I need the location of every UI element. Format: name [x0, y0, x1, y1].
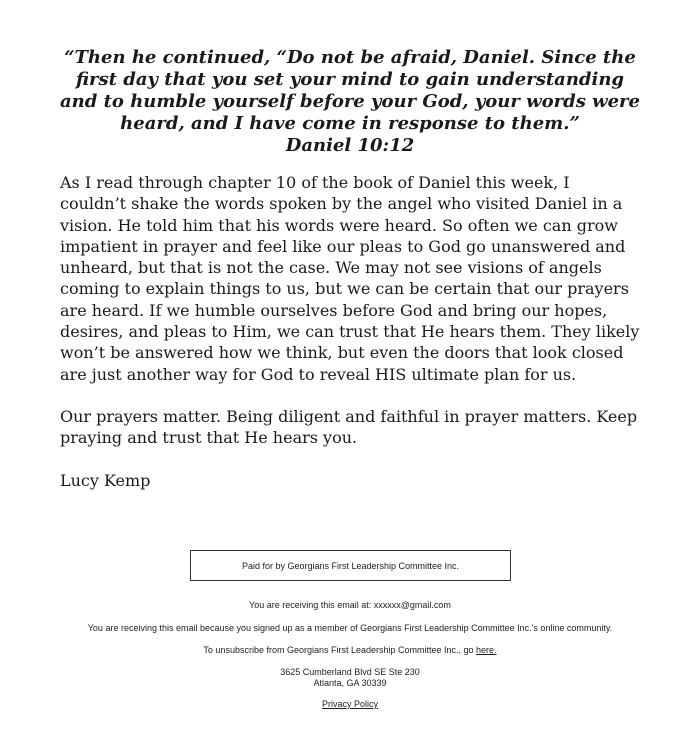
quote-text: “Then he continued, “Do not be afraid, Daniel. Since the first day that you set your mind to gain understanding and to humble yourself before your God, your words were heard, and I have come in response to them.” — [60, 47, 640, 134]
address-line-1: 3625 Cumberland Blvd SE Ste 230 — [280, 667, 420, 677]
privacy-policy-row — [0, 699, 700, 710]
mailing-address — [0, 667, 700, 689]
signup-reason — [0, 623, 700, 634]
unsubscribe-link[interactable]: here. — [476, 645, 497, 655]
message-body — [60, 172, 640, 512]
receiving-email-notice — [0, 600, 700, 611]
recipient-email: xxxxxx@gmail.com — [373, 600, 451, 610]
scripture-quote — [55, 47, 645, 157]
paid-for-disclaimer — [190, 550, 511, 581]
unsubscribe-prefix: To unsubscribe from Georgians First Leadership Committee Inc., go — [203, 645, 477, 655]
receiving-prefix: You are receiving this email at: — [249, 600, 374, 610]
signature: Lucy Kemp — [60, 470, 151, 490]
quote-reference: Daniel 10:12 — [285, 135, 415, 156]
privacy-policy-link[interactable]: Privacy Policy — [321, 699, 378, 709]
signup-reason-text: You are receiving this email because you signed up as a member of Georgians First Leadership Committee Inc.'s online community. — [87, 623, 613, 633]
body-paragraph-1: As I read through chapter 10 of the book of Daniel this week, I couldn’t shake the words spoken by the angel who visited Daniel in a vision. He told him that his words were heard. So often we can grow impatient in prayer and feel like our pleas to God go unanswered and unheard, but that is not the case. We may not see visions of angels coming to explain things to us, but we can be certain that our prayers are heard. If we humble ourselves before God and bring our hopes, desires, and pleas to Him, we can trust that He hears them. They likely won’t be answered how we think, but even the doors that look closed are just another way for God to reveal HIS ultimate plan for us. — [60, 173, 640, 384]
address-line-2: Atlanta, GA 30339 — [313, 678, 387, 688]
body-paragraph-2: Our prayers matter. Being diligent and faithful in prayer matters. Keep praying and trust that He hears you. — [60, 406, 638, 448]
unsubscribe-notice — [0, 645, 700, 656]
paid-for-text: Paid for by Georgians First Leadership Committee Inc. — [241, 560, 460, 571]
